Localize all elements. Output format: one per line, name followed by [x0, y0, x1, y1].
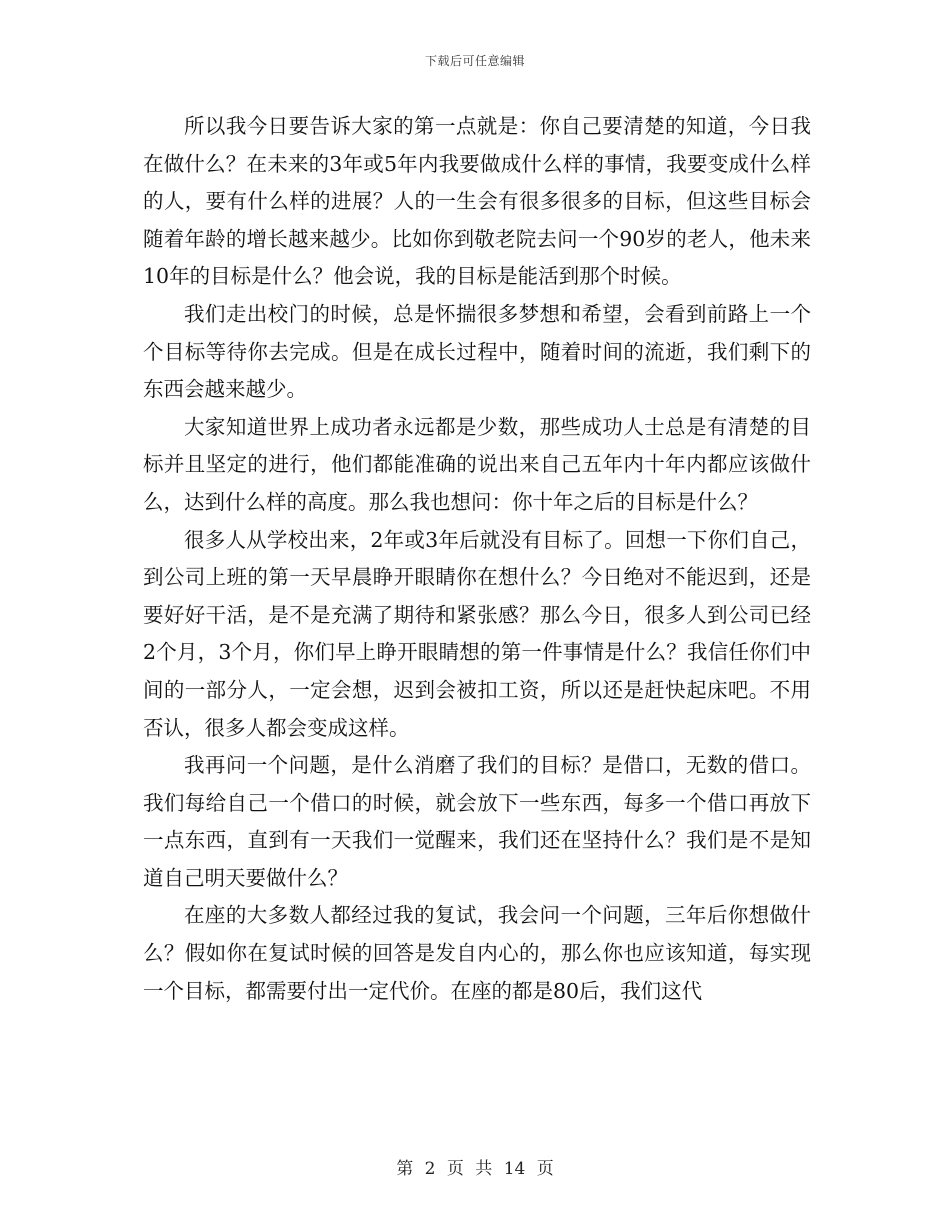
paragraph-6: 在座的大多数人都经过我的复试，我会问一个问题，三年后你想做什么？假如你在复试时候的回答是发自内心的，那么你也应该知道，每实现一个目标，都需要付出一定代价。在座的都是80后，我们这代 [143, 903, 811, 1003]
paragraph-2: 我们走出校门的时候，总是怀揣很多梦想和希望，会看到前路上一个个目标等待你去完成。但是在成长过程中，随着时间的流逝，我们剩下的东西会越来越少。 [143, 301, 811, 402]
paragraph-1: 所以我今日要告诉大家的第一点就是：你自己要清楚的知道，今日我在做什么？在未来的3年或5年内我要做成什么样的事情，我要变成什么样的人，要有什么样的进展？人的一生会有很多很多的目标，但这些目标会随着年龄的增长越来越少。比如你到敬老院去问一个90岁的老人，他未来10年的目标是什么？他会说，我的目标是能活到那个时候。 [143, 114, 811, 289]
document-body [143, 108, 811, 1010]
page-header: 下载后可任意编辑 [424, 54, 525, 68]
paragraph-5: 我再问一个问题，是什么消磨了我们的目标？是借口，无数的借口。我们每给自己一个借口的时候，就会放下一些东西，每多一个借口再放下一点东西，直到有一天我们一觉醒来，我们还在坚持什么？我们是不是知道自己明天要做什么？ [143, 753, 811, 890]
paragraph-4: 很多人从学校出来，2年或3年后就没有目标了。回想一下你们自己，到公司上班的第一天早晨睁开眼睛你在想什么？今日绝对不能迟到，还是要好好干活，是不是充满了期待和紧张感？那么今日，很多人到公司已经2个月，3个月，你们早上睁开眼睛想的第一件事情是什么？我信任你们中间的一部分人，一定会想，迟到会被扣工资，所以还是赶快起床吧。不用否认，很多人都会变成这样。 [143, 527, 811, 740]
page-number-footer: 第 2 页 共 14 页 [396, 1159, 554, 1179]
paragraph-3: 大家知道世界上成功者永远都是少数，那些成功人士总是有清楚的目标并且坚定的进行，他们都能准确的说出来自己五年内十年内都应该做什么，达到什么样的高度。那么我也想问：你十年之后的目标是什么？ [143, 414, 811, 514]
